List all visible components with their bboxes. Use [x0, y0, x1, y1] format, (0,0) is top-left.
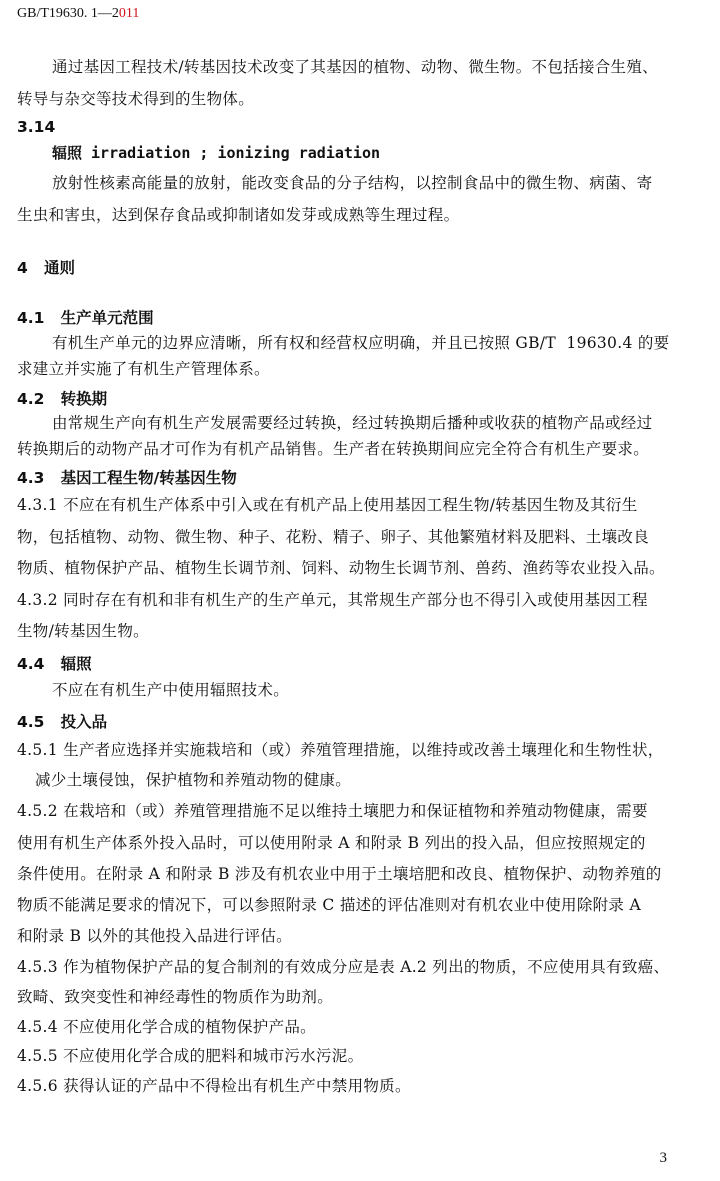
- clause-4-5-2-text-cont2: 条件使用。在附录 A 和附录 B 涉及有机农业中用于土壤培肥和改良、植物保护、动物养殖的: [17, 865, 662, 883]
- section-4-heading: 4 通则: [17, 259, 75, 277]
- clause-4-3-1-text-cont2: 物质、植物保护产品、植物生长调节剂、饲料、动物生长调节剂、兽药、渔药等农业投入品。: [17, 559, 665, 577]
- document-code-prefix: GB/T19630. 1—2: [17, 6, 119, 21]
- document-code-header: [17, 6, 139, 22]
- clause-4-4-heading: 4.4 辐照: [17, 655, 92, 673]
- clause-4-5-3-text: 4.5.3 作为植物保护产品的复合制剂的有效成分应是表 A.2 列出的物质，不应使用具有致癌、: [17, 958, 670, 976]
- clause-4-5-5-text: 4.5.5 不应使用化学合成的肥料和城市污水污泥。: [17, 1047, 364, 1065]
- clause-4-3-2-text-cont: 生物/转基因生物。: [17, 622, 149, 640]
- clause-4-5-4-text: 4.5.4 不应使用化学合成的植物保护产品。: [17, 1018, 316, 1036]
- clause-4-5-2-text-cont3: 物质不能满足要求的情况下，可以参照附录 C 描述的评估准则对有机农业中使用除附录 A: [17, 896, 641, 914]
- clause-4-5-1-text: 4.5.1 生产者应选择并实施栽培和（或）养殖管理措施，以维持或改善土壤理化和生物性状，: [17, 741, 664, 759]
- term-irradiation: 辐照 irradiation ; ionizing radiation: [52, 144, 381, 162]
- page-number: 3: [659, 1150, 667, 1166]
- clause-4-1-text-cont: 求建立并实施了有机生产管理体系。: [17, 360, 270, 378]
- clause-4-1-heading: 4.1 生产单元范围: [17, 309, 154, 327]
- clause-number-3-14: 3.14: [17, 118, 56, 136]
- clause-4-5-3-text-cont: 致畸、致突变性和神经毒性的物质作为助剂。: [17, 988, 334, 1006]
- definition-3-14-text-cont: 生虫和害虫，达到保存食品或抑制诸如发芽或成熟等生理过程。: [17, 206, 460, 224]
- clause-4-5-1-text-cont: 减少土壤侵蚀，保护植物和养殖动物的健康。: [35, 771, 352, 789]
- definition-3-13-text-cont: 转导与杂交等技术得到的生物体。: [17, 90, 255, 108]
- definition-3-13-text: 通过基因工程技术/转基因技术改变了其基因的植物、动物、微生物。不包括接合生殖、: [52, 58, 658, 76]
- clause-4-5-heading: 4.5 投入品: [17, 713, 108, 731]
- definition-3-14-text: 放射性核素高能量的放射，能改变食品的分子结构，以控制食品中的微生物、病菌、寄: [52, 174, 653, 192]
- clause-4-5-2-text-cont4: 和附录 B 以外的其他投入品进行评估。: [17, 927, 292, 945]
- clause-4-3-1-text: 4.3.1 不应在有机生产体系中引入或在有机产品上使用基因工程生物/转基因生物及其衍生: [17, 496, 638, 514]
- clause-4-2-text-cont: 转换期后的动物产品才可作为有机产品销售。生产者在转换期间应完全符合有机生产要求。: [17, 440, 650, 458]
- clause-4-5-6-text: 4.5.6 获得认证的产品中不得检出有机生产中禁用物质。: [17, 1077, 411, 1095]
- clause-4-3-1-text-cont1: 物，包括植物、动物、微生物、种子、花粉、精子、卵子、其他繁殖材料及肥料、土壤改良: [17, 528, 650, 546]
- clause-4-5-2-text-cont1: 使用有机生产体系外投入品时，可以使用附录 A 和附录 B 列出的投入品，但应按照规定的: [17, 834, 646, 852]
- clause-4-3-2-text: 4.3.2 同时存在有机和非有机生产的生产单元，其常规生产部分也不得引入或使用基因工程: [17, 591, 648, 609]
- clause-4-2-heading: 4.2 转换期: [17, 390, 108, 408]
- document-code-year: 011: [118, 6, 140, 21]
- clause-4-1-text: 有机生产单元的边界应清晰，所有权和经营权应明确，并且已按照 GB/T 19630.4 的要: [52, 334, 670, 352]
- clause-4-4-text: 不应在有机生产中使用辐照技术。: [52, 681, 290, 699]
- clause-4-5-2-text: 4.5.2 在栽培和（或）养殖管理措施不足以维持土壤肥力和保证植物和养殖动物健康，需要: [17, 802, 648, 820]
- clause-4-2-text: 由常规生产向有机生产发展需要经过转换，经过转换期后播种或收获的植物产品或经过: [52, 414, 653, 432]
- clause-4-3-heading: 4.3 基因工程生物/转基因生物: [17, 469, 237, 487]
